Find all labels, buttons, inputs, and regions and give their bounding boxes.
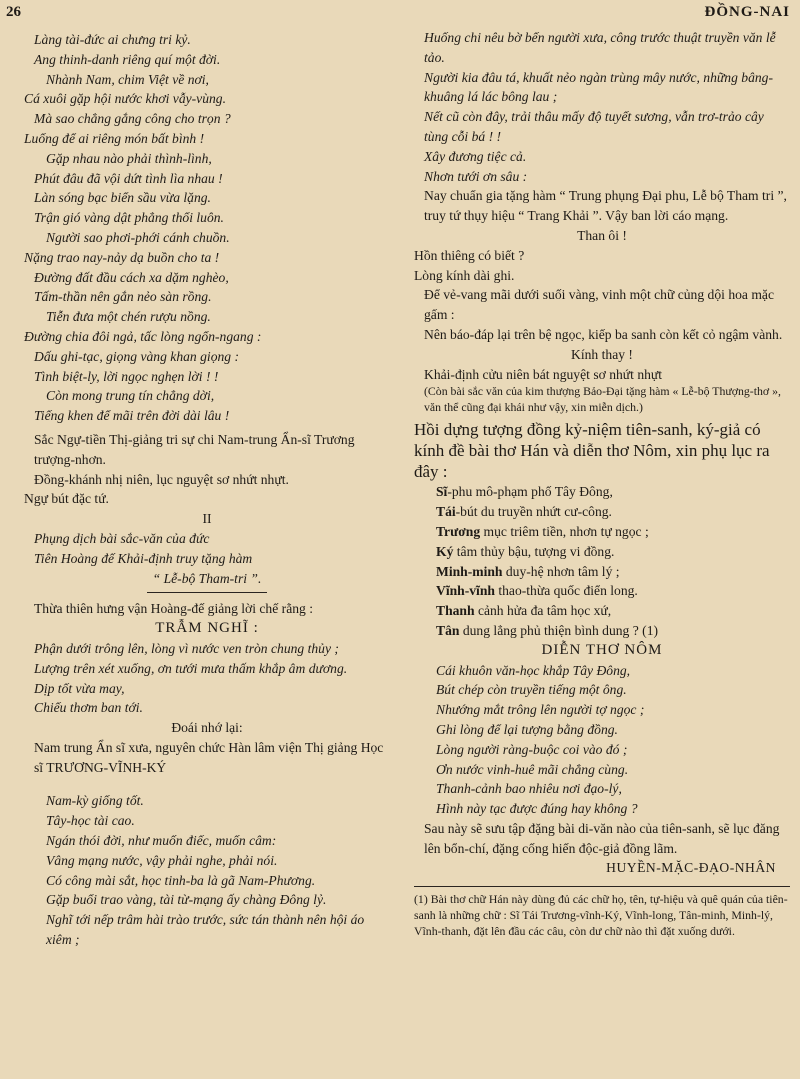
poem-line: Ang thinh-danh riêng quí một đời. [34, 51, 221, 67]
nom-poem-line: Thanh-cảnh bao nhiêu nơi đạo-lý, [436, 781, 622, 797]
doai-nho-lai: Đoái nhớ lại: [171, 720, 243, 736]
edict-grant: Nay chuẩn gia tặng hàm “ Trung phụng Đại phu, Lễ bộ Tham tri ”, truy tứ thụy hiệu “ Trang Khải ”. Vậy ban lời cáo mạng. [424, 188, 787, 224]
footnote-text: (1) Bài thơ chữ Hán này dùng đủ các chữ họ, tên, tự-hiệu và quê quán của tiên-sanh là những chữ : Sĩ Tái Trương-vĩnh-Ký, Vĩnh-long, Tân-minh, Minh-lý, Vĩnh-thanh, đặt lên đầu các câu, còn dư chữ nào thì đặt xuống dưới. [414, 892, 788, 939]
poem-line: Mà sao chẳng gắng công cho trọn ? [34, 111, 231, 127]
poem-line: Làng tài-đức ai chưng tri kỷ. [34, 32, 191, 47]
poem-rest: thao-thừa quốc điển long. [494, 583, 638, 599]
nom-poem-line: Ơn nước vinh-huê mãi chẳng cùng. [436, 761, 629, 777]
poem-rest: -phu mô-phạm phố Tây Đông, [447, 484, 613, 500]
poem-line: Tình biệt-ly, lời ngọc nghẹn lời ! ! [34, 368, 219, 384]
paragraph: Để vẻ-vang mãi dưới suối vàng, vinh một chữ củng dội hoa mặc gấm : [424, 287, 774, 323]
poem-line: Phút đâu đã vội dứt tình lìa nhau ! [34, 170, 223, 186]
section-number: II [202, 511, 212, 527]
poem-line: Luống để ai riêng món bất bình ! [24, 130, 205, 146]
poem-line: Đường chia đôi ngả, tấc lòng ngổn-ngang : [24, 328, 262, 344]
verse-line: Ngán thói đời, như muốn điếc, muốn câm: [46, 833, 277, 849]
poem-rest: cảnh hửa đa tâm học xứ, [474, 603, 612, 619]
han-poem-line [414, 581, 790, 601]
paragraph: Nên báo-đáp lại trên bệ ngọc, kiếp ba sanh còn kết cỏ ngậm vành. [424, 326, 783, 342]
footnote [414, 886, 790, 939]
han-poem-line [414, 601, 790, 621]
author-signature: HUYỀN-MẶC-ĐẠO-NHÂN [606, 860, 776, 876]
tram-nghi-heading: TRẪM NGHĨ : [155, 620, 259, 637]
verse-line: Xây đương tiệc cả. [424, 148, 527, 164]
nom-poem [414, 661, 790, 819]
nom-poem-line: Ghi lòng để lại tượng bằng đồng. [436, 721, 618, 737]
poem-key: Vĩnh-vĩnh [436, 583, 495, 599]
honoree-title: Nam trung Ẩn sĩ xưa, nguyên chức Hàn lâm viện Thị giảng Học sĩ TRƯƠNG-VĨNH-KÝ [34, 739, 384, 775]
left-column [24, 30, 390, 950]
verse-line: Phận dưới trông lên, lòng vì nước ven tròn chung thủy ; [34, 640, 339, 656]
poem-key: Sĩ [436, 484, 448, 500]
edict-date: Đồng-khánh nhị niên, lục nguyệt sơ nhứt nhựt. [34, 471, 289, 487]
verse-line: Chiếu thơm ban tới. [34, 700, 143, 716]
han-poem [414, 482, 790, 640]
poem-key: Thanh [436, 603, 475, 619]
verse-line: Dịp tốt vừa may, [34, 680, 125, 696]
line: Hồn thiêng có biết ? [414, 247, 525, 263]
nom-poem-line: Bút chép còn truyền tiếng một ông. [436, 682, 627, 698]
page-number: 26 [6, 4, 21, 20]
poem-line: Trận gió vàng dật phẳng thổi luôn. [34, 210, 224, 226]
than-oi: Than ôi ! [577, 227, 627, 243]
section-heading-line: “ Lễ-bộ Tham-tri ”. [152, 570, 262, 586]
han-poem-line [414, 621, 790, 641]
verse-line: Nết cũ còn đây, trải thâu mấy độ tuyết sương, vẫn trơ-trảo cây tùng cỗi bá ! ! [424, 109, 764, 144]
poem-key: Tân [436, 622, 460, 638]
han-poem-line [414, 502, 790, 522]
line: Lòng kính dài ghi. [414, 267, 515, 283]
verse-line: Nam-kỳ giống tốt. [46, 793, 144, 809]
verse-line: Nghĩ tới nếp trâm hài trào trước, sức tán thành nên hội áo xiêm ; [46, 912, 365, 948]
poem-line: Tiếng khen để mãi trên đời dài lâu ! [34, 408, 230, 424]
edict-recipient: Sắc Ngự-tiền Thị-giảng tri sự chi Nam-trung Ẩn-sĩ Trương trượng-nhơn. [34, 431, 355, 467]
verse-line: Nhơn tưới ơn sâu : [424, 168, 528, 184]
poem-rest: mục triêm tiền, nhơn tự ngọc ; [480, 523, 649, 539]
poem-line: Dấu ghi-tạc, giọng vàng khan giọng : [34, 348, 240, 364]
edict-signature: Ngự bút đặc tứ. [24, 491, 109, 507]
poem-line: Gặp nhau nào phải thình-lình, [46, 150, 212, 166]
poem-rest: dung lẳng phủ thiện bình dung ? (1) [459, 622, 659, 638]
poem-rest: -bút du truyền nhứt cư-công. [455, 504, 612, 520]
poem-line: Còn mong trung tín chẳng dời, [46, 388, 215, 404]
poem-key: Trương [436, 523, 481, 539]
han-poem-line [414, 562, 790, 582]
poem-key: Tái [436, 504, 456, 520]
han-poem-line [414, 522, 790, 542]
nom-poem-line: Nhướng mắt trông lên người tợ ngọc ; [436, 702, 645, 718]
nom-poem-line: Cái khuôn văn-học khắp Tây Đông, [436, 662, 631, 678]
han-poem-line [414, 482, 790, 502]
poem-line: Người sao phơi-phới cánh chuồn. [46, 229, 230, 245]
poem-line: Cá xuôi gặp hội nước khơi vẫy-vùng. [24, 91, 226, 107]
verse-line: Vâng mạng nước, vậy phải nghe, phải nói. [46, 852, 278, 868]
edict-intro: Thừa thiên hưng vận Hoàng-đế giảng lời chế rằng : [34, 601, 313, 617]
note: (Còn bài sắc văn của kim thượng Bảo-Đại tặng hàm « Lễ-bộ Thượng-thơ », văn thể cũng đại khái như vậy, xin miễn dịch.) [424, 384, 781, 414]
verse-line: Người kia đâu tá, khuất nẻo ngàn trùng mây nước, những bâng-khuâng lá lác bông lau ; [424, 69, 773, 105]
closing-paragraph: Sau này sẽ sưu tập đặng bài di-văn nào của tiên-sanh, sẽ lục đăng lên bổn-chí, đặng cống hiến độc-giả đồng lãm. [424, 820, 780, 856]
section-heading-line: Phụng dịch bài sắc-văn của đức [34, 530, 210, 546]
poem-line: Nặng trao nay-nảy dạ buồn cho ta ! [24, 249, 220, 265]
verse-line: Lượng trên xét xuống, ơn tưới mưa thấm khắp âm dương. [34, 660, 348, 676]
intro-paragraph: Hồi dựng tượng đồng kỷ-niệm tiên-sanh, ký-giả có kính đề bài thơ Hán và diễn thơ Nôm, xin phụ lục ra đây : [414, 420, 770, 482]
poem-line: Tấm-thần nên gắn nẻo sàn rồng. [34, 289, 212, 305]
nom-poem-line: Lòng người ràng-buộc coi vào đó ; [436, 741, 628, 757]
nom-poem-line: Hình này tạc được đúng hay không ? [436, 801, 638, 817]
running-head: ĐỒNG-NAI [704, 4, 790, 20]
edict-date: Khải-định cửu niên bát nguyệt sơ nhứt nhựt [424, 366, 663, 382]
poem-line: Nhành Nam, chim Việt về nơi, [46, 71, 209, 87]
verse-line: Có công mài sắt, học tinh-ba là gã Nam-Phương. [46, 872, 316, 888]
verse-line: Tây-học tài cao. [46, 813, 135, 829]
poem-line: Đường đất đầu cách xa dặm nghèo, [34, 269, 229, 285]
section-heading-line: Tiên Hoàng đế Khải-định truy tặng hàm [34, 550, 253, 566]
dien-tho-nom-heading: DIỄN THƠ NÔM [541, 641, 663, 658]
poem-line: Tiễn đưa một chén rượu nồng. [46, 309, 211, 325]
verse-line: Huống chi nêu bờ bến người xưa, công trước thuật truyền văn lễ tảo. [424, 30, 776, 65]
divider-rule [147, 592, 267, 593]
poem-key: Minh-minh [436, 563, 503, 579]
poem-line: Làn sóng bạc biển sầu vừa lặng. [34, 190, 211, 206]
poem-rest: duy-hệ nhơn tâm lý ; [502, 563, 620, 579]
poem-rest: tâm thủy bậu, tượng vi đồng. [453, 543, 615, 559]
verse-line: Gặp buổi trao vàng, tài từ-mạng ấy chàng Đông lỷ. [46, 892, 327, 908]
han-poem-line [414, 542, 790, 562]
right-column [414, 28, 790, 939]
kinh-thay: Kính thay ! [571, 346, 633, 362]
poem-key: Ký [436, 543, 454, 559]
poem-a [24, 30, 390, 426]
